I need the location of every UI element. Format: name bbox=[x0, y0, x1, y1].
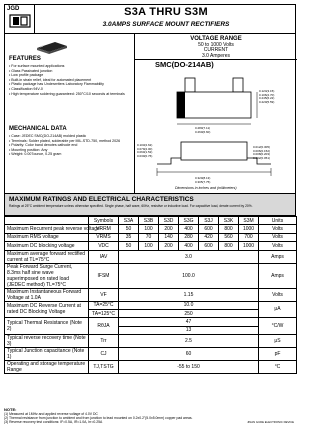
unit-cell: Amps bbox=[259, 263, 297, 288]
value-cell: 1.15 bbox=[119, 288, 259, 301]
dim-label-group bbox=[137, 144, 152, 158]
list-item: • For surface mounted applications bbox=[9, 64, 133, 69]
table-row bbox=[5, 242, 297, 250]
value-cell: 400 bbox=[179, 225, 199, 233]
table-header: S3J bbox=[199, 217, 219, 225]
value-cell: 70 bbox=[139, 233, 159, 241]
list-item: • Classification 94V-0 bbox=[9, 87, 133, 92]
list-item: • Polarity: Color band denotes cathode end bbox=[9, 143, 133, 148]
mechanical-list bbox=[9, 134, 133, 157]
table-row bbox=[5, 233, 297, 241]
dim-label: 0.320(8.13) bbox=[195, 176, 211, 180]
dim-label: 0.280(7.11) bbox=[195, 126, 211, 130]
symbol-cell: VDC bbox=[89, 242, 119, 250]
table-header: S3G bbox=[179, 217, 199, 225]
voltage-current-block bbox=[135, 36, 297, 59]
dim-label: 0.245(6.22) bbox=[259, 96, 275, 100]
list-item: • Glass Passivated junction bbox=[9, 69, 133, 74]
symbol-cell: VRRM bbox=[89, 225, 119, 233]
table-row bbox=[5, 348, 297, 361]
package-name: SMC(DO-214AB) bbox=[155, 60, 214, 69]
value-cell: 200 bbox=[159, 242, 179, 250]
dim-label: 0.260(6.60) bbox=[195, 129, 211, 134]
value-cell: 200 bbox=[159, 225, 179, 233]
param-cell: Maximum Recurrent peak reverse voltage bbox=[5, 225, 89, 233]
table-row bbox=[5, 263, 297, 288]
spec-block bbox=[4, 34, 296, 194]
list-item: • Built-in strain relief, ideal for automated placement bbox=[9, 78, 133, 83]
table-row bbox=[5, 335, 297, 348]
current-label: CURRENT bbox=[203, 47, 229, 53]
dim-label: 0.002(0.051) bbox=[253, 155, 271, 160]
header bbox=[4, 4, 296, 34]
list-item: • Terminals: Solder plated, solderable per MIL-STD-750, method 2026 bbox=[9, 139, 133, 144]
param-cell: Typical Junction capacitance (Note 1) bbox=[5, 348, 89, 361]
value-cell: 800 bbox=[219, 225, 239, 233]
list-item: • Plastic package has Underwriters Laboratory Flammability bbox=[9, 82, 133, 87]
unit-cell: μA bbox=[259, 301, 297, 318]
dim-label: 0.008(0.203) bbox=[253, 152, 271, 156]
value-cell: 600 bbox=[199, 242, 219, 250]
symbol-cell: RθJA bbox=[89, 318, 119, 335]
value-cell: 13 bbox=[119, 326, 259, 334]
package-photo-icon bbox=[35, 38, 69, 54]
features-heading: FEATURES bbox=[9, 56, 41, 62]
symbol-cell: VRMS bbox=[89, 233, 119, 241]
table-row bbox=[5, 250, 297, 263]
symbol-cell: CJ bbox=[89, 348, 119, 361]
diode-logo-icon bbox=[9, 14, 31, 28]
param-cell: Maximum average forward rectified current at TL=75°C bbox=[5, 250, 89, 263]
page-subtitle: 3.0AMPS SURFACE MOUNT RECTIFIERS bbox=[102, 21, 230, 28]
note-item: (1) Measured at 1MHz and applied reverse voltage of 4.0V DC bbox=[4, 412, 98, 416]
value-cell: 1000 bbox=[239, 225, 259, 233]
value-cell: 140 bbox=[159, 233, 179, 241]
unit-cell: μS bbox=[259, 335, 297, 348]
dim-label: 0.012(0.305) bbox=[253, 145, 271, 149]
table-header: S3D bbox=[159, 217, 179, 225]
table-header: Symbols bbox=[89, 217, 119, 225]
list-item: • Mounting position: Any bbox=[9, 148, 133, 153]
dim-label-group bbox=[195, 127, 210, 134]
value-cell: 400 bbox=[179, 242, 199, 250]
table-header: S3B bbox=[139, 217, 159, 225]
symbol-cell: IFSM bbox=[89, 263, 119, 288]
features-column bbox=[5, 34, 135, 193]
param-cell: Typical Thermal Resistance (Note 2) bbox=[5, 318, 89, 335]
value-cell: 700 bbox=[239, 233, 259, 241]
value-cell: 420 bbox=[199, 233, 219, 241]
table-header: S3A bbox=[119, 217, 139, 225]
table-row bbox=[5, 318, 297, 326]
current-value: 3.0 Amperes bbox=[201, 52, 231, 59]
table-row bbox=[5, 288, 297, 301]
value-cell: 10.0 bbox=[119, 301, 259, 309]
value-cell: 50 bbox=[119, 225, 139, 233]
table-header-row bbox=[5, 217, 297, 225]
dim-label: 0.060(1.52) bbox=[137, 150, 153, 154]
voltage-range-value: 50 to 1000 Volts bbox=[198, 41, 234, 48]
condition-cell: TA=125°C bbox=[89, 309, 119, 317]
dim-label-group bbox=[253, 146, 270, 160]
list-item: • Case: JEDEC SMC(DO-214AB) molded plastic bbox=[9, 134, 133, 139]
value-cell: 2.5 bbox=[119, 335, 259, 348]
table-row bbox=[5, 361, 297, 374]
param-cell: Maximum RMS voltage bbox=[5, 233, 89, 241]
ratings-heading: MAXIMUM RATINGS AND ELECTRICAL CHARACTERISTICS bbox=[9, 196, 194, 203]
unit-cell: Volts bbox=[259, 288, 297, 301]
table-header: Units bbox=[259, 217, 297, 225]
table-header: S3K bbox=[219, 217, 239, 225]
unit-cell: °C bbox=[259, 361, 297, 374]
value-cell: 800 bbox=[219, 242, 239, 250]
ratings-table bbox=[4, 216, 297, 374]
ratings-header bbox=[4, 194, 296, 216]
package-column bbox=[135, 34, 297, 193]
param-cell: Operating and storage temperature Range bbox=[5, 361, 89, 374]
param-cell: Maximum DC blocking voltage bbox=[5, 242, 89, 250]
value-cell: 3.0 bbox=[119, 250, 259, 263]
dimensions-note: Dimensions in inches and (millimeters) bbox=[175, 186, 237, 190]
dim-label: 0.220(5.59) bbox=[259, 99, 275, 104]
symbol-cell: VF bbox=[89, 288, 119, 301]
dim-label: 0.030(0.76) bbox=[137, 153, 153, 158]
footer-text: JINAN GUDE ELECTRONIC DEVICE bbox=[247, 420, 294, 424]
value-cell: 100 bbox=[139, 225, 159, 233]
value-cell: 600 bbox=[199, 225, 219, 233]
condition-cell: TA=25°C bbox=[89, 301, 119, 309]
list-item: • High temperature soldering guaranteed: 250°C/10 seconds at terminals bbox=[9, 92, 133, 97]
value-cell: 250 bbox=[119, 309, 259, 317]
unit-cell: Volts bbox=[259, 233, 297, 241]
unit-cell: Amps bbox=[259, 250, 297, 263]
table-header: S3M bbox=[239, 217, 259, 225]
dim-label: 0.006(0.152) bbox=[253, 148, 271, 153]
symbol-cell: Trr bbox=[89, 335, 119, 348]
param-cell: Typical reverse recovery time (Note 3) bbox=[5, 335, 89, 348]
value-cell: 1000 bbox=[239, 242, 259, 250]
param-cell: Maximum DC Reverse Current at rated DC Blocking Voltage bbox=[5, 301, 89, 318]
param-cell: Maximum Instantaneous Forward Voltage at 1.0A bbox=[5, 288, 89, 301]
table-row bbox=[5, 301, 297, 309]
ratings-note: Ratings at 25°C ambient temperature unless otherwise specified. Single phase, half wave, 60Hz, resistive or inductive load. For capacitive load, derate current by 20%. bbox=[9, 204, 253, 208]
list-item: • Weight: 0.007ounce, 0.25 gram bbox=[9, 152, 133, 157]
list-item: • Low profile package bbox=[9, 73, 133, 78]
value-cell: 35 bbox=[119, 233, 139, 241]
note-item: (2) Thermal resistance from junction to ambient and from junction to lead mounted on 0.2x0.2"(5.0x5.0mm) copper pad areas. bbox=[4, 416, 193, 420]
table-row bbox=[5, 225, 297, 233]
value-cell: 280 bbox=[179, 233, 199, 241]
logo-text: JGD bbox=[7, 6, 20, 12]
dim-label-group bbox=[195, 177, 210, 184]
value-cell: 100.0 bbox=[119, 263, 259, 288]
note-item: (3) Reverse recovery test conditions: IF=0.5A, IR=1.0A, Irr=0.25A bbox=[4, 420, 103, 424]
value-cell: -55 to 150 bbox=[119, 361, 259, 374]
dim-label: 0.124(3.15) bbox=[259, 89, 275, 93]
dim-label: 0.106(2.70) bbox=[259, 92, 275, 97]
unit-cell: Volts bbox=[259, 242, 297, 250]
table-header bbox=[5, 217, 89, 225]
dim-label-group bbox=[259, 90, 274, 104]
dim-label: 0.103(2.62) bbox=[137, 143, 153, 147]
value-cell: 60 bbox=[119, 348, 259, 361]
symbol-cell: IAV bbox=[89, 250, 119, 263]
unit-cell: °C/W bbox=[259, 318, 297, 335]
company-logo bbox=[5, 5, 35, 33]
value-cell: 50 bbox=[119, 242, 139, 250]
value-cell: 560 bbox=[219, 233, 239, 241]
param-cell: Peak Forward Surge Current, 8.3ms half sine wave superimposed on rated load (JEDEC method) TL=75°C bbox=[5, 263, 89, 288]
features-list bbox=[9, 64, 133, 96]
unit-cell: pF bbox=[259, 348, 297, 361]
value-cell: 47 bbox=[119, 318, 259, 326]
value-cell: 100 bbox=[139, 242, 159, 250]
page-title: S3A THRU S3M bbox=[124, 6, 208, 18]
voltage-range-label: VOLTAGE RANGE bbox=[190, 36, 242, 42]
symbol-cell: TJ,TSTG bbox=[89, 361, 119, 374]
notes-label: NOTE: bbox=[4, 407, 17, 412]
dim-label: 0.305(7.75) bbox=[195, 179, 211, 184]
mechanical-heading: MECHANICAL DATA bbox=[9, 126, 67, 132]
unit-cell: Volts bbox=[259, 225, 297, 233]
dim-label: 0.079(2.00) bbox=[137, 146, 153, 151]
